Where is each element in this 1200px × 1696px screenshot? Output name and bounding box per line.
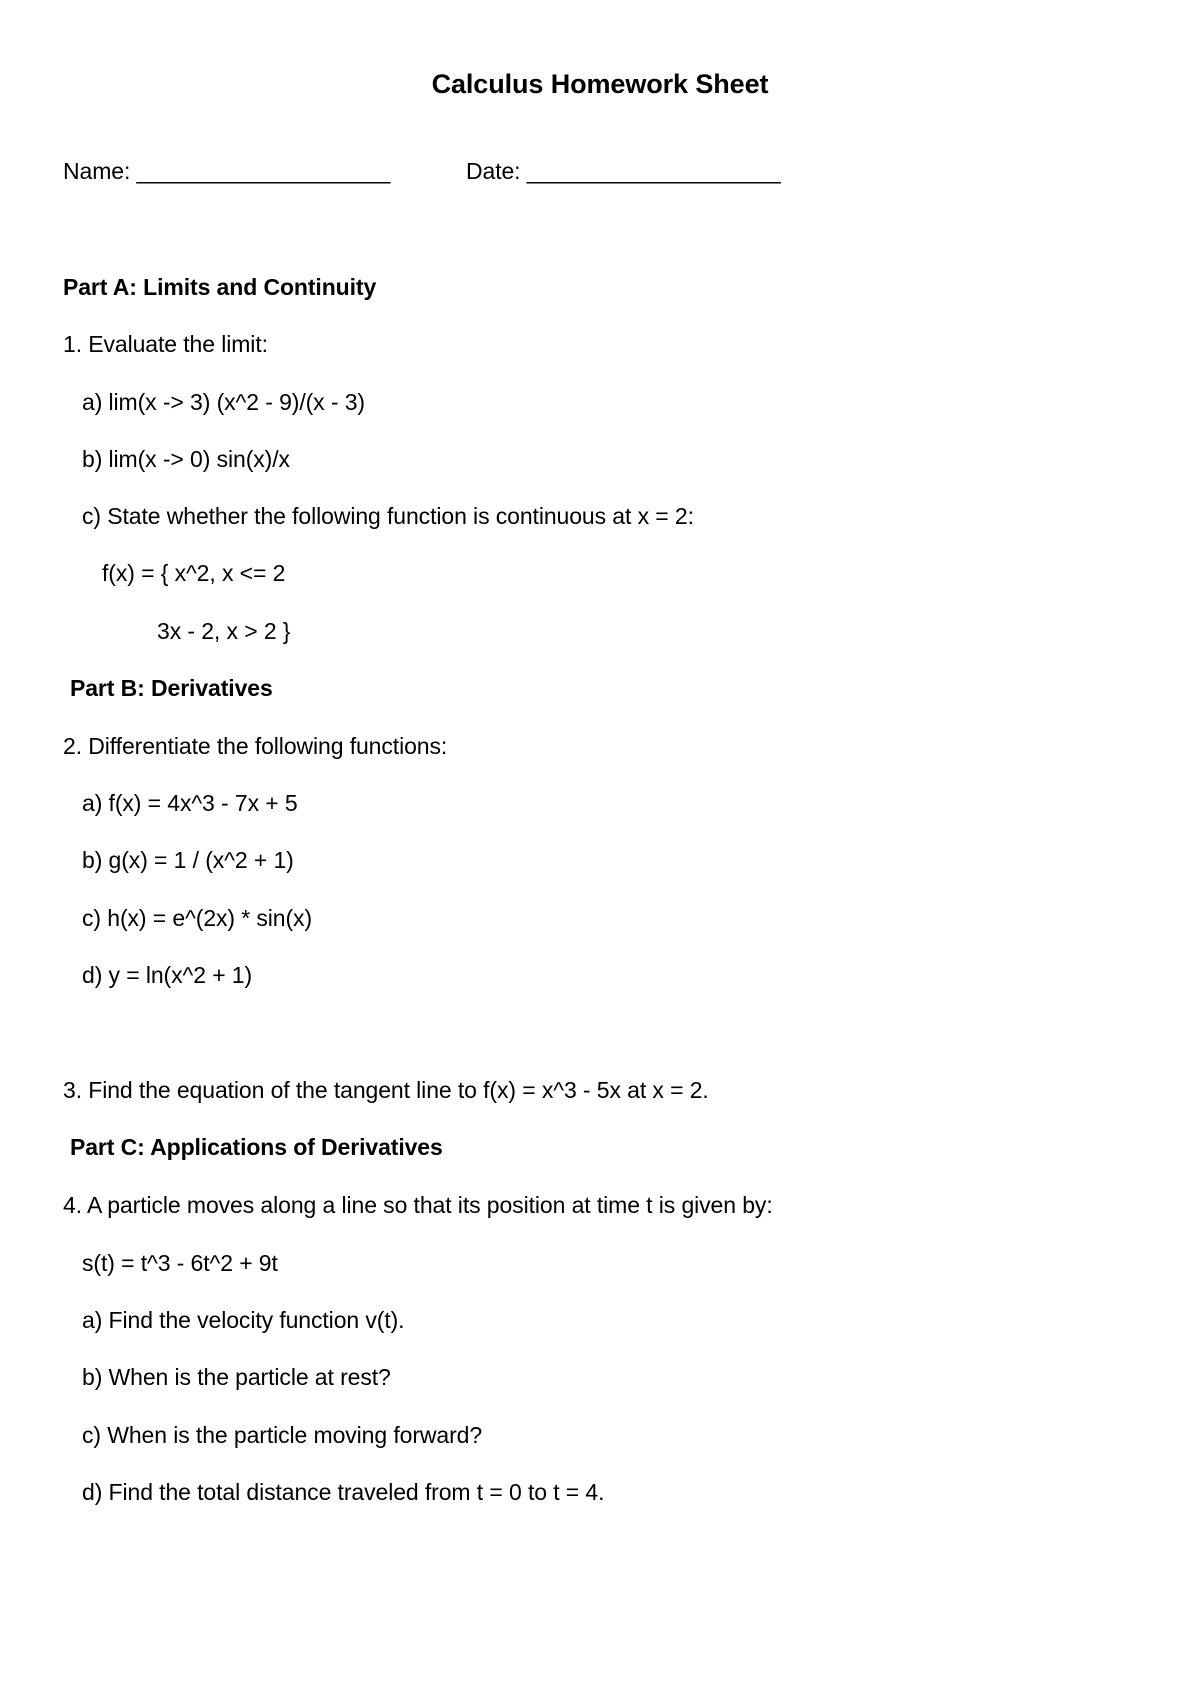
question-4b: b) When is the particle at rest? <box>82 1364 391 1390</box>
question-2d: d) y = ln(x^2 + 1) <box>82 962 253 988</box>
question-1a: a) lim(x -> 3) (x^2 - 9)/(x - 3) <box>82 389 365 415</box>
question-1: 1. Evaluate the limit: <box>63 331 268 357</box>
date-field-label: Date: ____________________ <box>466 158 781 184</box>
part-b-heading: Part B: Derivatives <box>70 675 273 701</box>
question-4d: d) Find the total distance traveled from t = 0 to t = 4. <box>82 1479 605 1505</box>
position-function: s(t) = t^3 - 6t^2 + 9t <box>82 1250 278 1276</box>
question-2: 2. Differentiate the following functions: <box>63 733 448 759</box>
question-2c: c) h(x) = e^(2x) * sin(x) <box>82 905 313 931</box>
part-c-heading: Part C: Applications of Derivatives <box>70 1134 443 1160</box>
part-a-heading: Part A: Limits and Continuity <box>63 274 377 300</box>
question-1b: b) lim(x -> 0) sin(x)/x <box>82 446 290 472</box>
question-4c: c) When is the particle moving forward? <box>82 1422 483 1448</box>
piecewise-line-1: f(x) = { x^2, x <= 2 <box>102 560 286 586</box>
question-2a: a) f(x) = 4x^3 - 7x + 5 <box>82 790 298 816</box>
page-title: Calculus Homework Sheet <box>431 69 769 99</box>
question-4: 4. A particle moves along a line so that its position at time t is given by: <box>63 1192 773 1218</box>
name-field-label: Name: ____________________ <box>63 158 391 184</box>
piecewise-line-2: 3x - 2, x > 2 } <box>157 618 291 644</box>
question-3: 3. Find the equation of the tangent line to f(x) = x^3 - 5x at x = 2. <box>63 1077 709 1103</box>
question-1c: c) State whether the following function is continuous at x = 2: <box>82 503 694 529</box>
question-4a: a) Find the velocity function v(t). <box>82 1307 405 1333</box>
question-2b: b) g(x) = 1 / (x^2 + 1) <box>82 847 294 873</box>
